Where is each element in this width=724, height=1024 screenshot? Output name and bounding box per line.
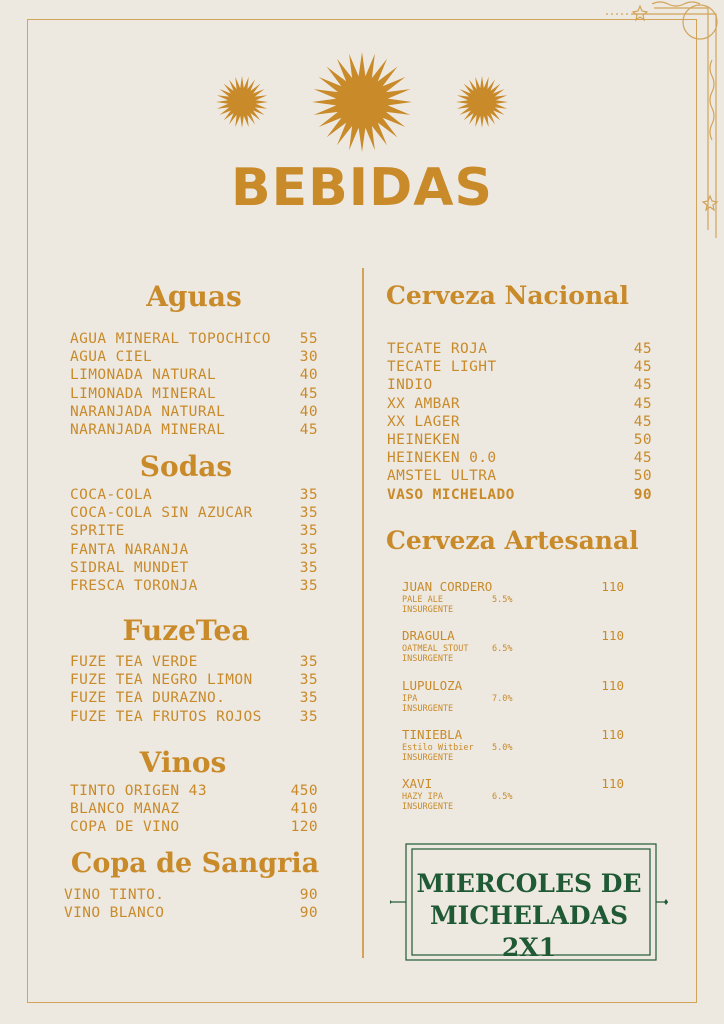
item-price: 50	[633, 468, 652, 485]
item-name: FUZE TEA NEGRO LIMON	[70, 672, 253, 689]
fuzetea-list	[70, 653, 318, 726]
item-price: 35	[299, 672, 318, 689]
beer-style: PALE ALE	[402, 595, 443, 605]
item-name: BLANCO MANAZ	[70, 801, 180, 818]
item-name: NARANJADA NATURAL	[70, 403, 226, 420]
menu-item	[70, 559, 318, 577]
item-name: COPA DE VINO	[70, 819, 180, 836]
menu-item	[70, 330, 318, 348]
menu-item	[70, 818, 318, 836]
item-name: AMSTEL ULTRA	[387, 468, 497, 485]
item-price: 45	[633, 341, 652, 357]
item-name: TECATE LIGHT	[387, 359, 497, 376]
menu-item	[387, 486, 652, 504]
item-name: INDIO	[387, 377, 433, 394]
item-name: XX AMBAR	[387, 395, 461, 412]
craft-beer-item	[402, 776, 624, 812]
item-price: 55	[299, 331, 318, 347]
menu-item	[387, 431, 652, 449]
menu-item	[70, 689, 318, 707]
menu-item	[70, 653, 318, 671]
item-price: 120	[290, 819, 318, 836]
page-title: BEBIDAS	[231, 158, 493, 218]
sangria-list	[64, 886, 318, 922]
item-price: 450	[290, 783, 318, 799]
menu-item	[387, 340, 652, 358]
menu-item	[70, 541, 318, 559]
section-heading-fuzetea: FuzeTea	[122, 614, 250, 647]
item-price: 45	[633, 450, 652, 467]
item-price: 35	[299, 690, 318, 707]
beer-abv: 5.5%	[492, 595, 513, 605]
item-price: 45	[633, 377, 652, 394]
beer-style: HAZY IPA	[402, 792, 443, 803]
menu-item	[70, 385, 318, 403]
beer-abv: 7.0%	[492, 693, 513, 704]
menu-item	[70, 577, 318, 595]
beer-style: IPA	[402, 693, 418, 704]
menu-item	[387, 376, 652, 394]
item-name: XX LAGER	[387, 413, 461, 430]
item-price: 45	[633, 413, 652, 430]
craft-beer-item	[402, 579, 624, 615]
item-price: 35	[299, 559, 318, 576]
beer-style: OATMEAL STOUT	[402, 644, 469, 655]
beer-abv: 5.0%	[492, 742, 513, 753]
item-name: FUZE TEA VERDE	[70, 654, 198, 670]
item-price: 90	[299, 905, 318, 922]
item-price: 35	[299, 523, 318, 540]
item-price: 35	[299, 578, 318, 595]
item-name: FRESCA TORONJA	[70, 578, 198, 595]
item-name: TINIEBLA	[402, 726, 463, 742]
menu-item	[70, 421, 318, 439]
item-name: VASO MICHELADO	[387, 486, 515, 503]
item-price: 35	[299, 487, 318, 503]
item-name: COCA-COLA SIN AZUCAR	[70, 505, 253, 522]
menu-item	[387, 449, 652, 467]
menu-item	[387, 413, 652, 431]
item-name: LUPULOZA	[402, 677, 463, 693]
menu-item	[64, 904, 318, 922]
item-price: 110	[601, 628, 624, 644]
item-price: 35	[299, 505, 318, 522]
item-price: 410	[290, 801, 318, 818]
item-name: TINTO ORIGEN 43	[70, 783, 207, 799]
craft-beer-item	[402, 628, 624, 664]
item-price: 90	[299, 887, 318, 903]
item-name: AGUA MINERAL TOPOCHICO	[70, 331, 271, 347]
item-price: 45	[633, 395, 652, 412]
brewery: INSURGENTE	[402, 654, 454, 665]
beer-abv: 6.5%	[492, 644, 513, 655]
item-name: COCA-COLA	[70, 487, 153, 503]
item-price: 110	[601, 677, 624, 693]
item-price: 45	[299, 385, 318, 402]
beer-abv: 6.5%	[492, 792, 513, 803]
item-price: 35	[299, 654, 318, 670]
item-price: 30	[299, 349, 318, 366]
menu-item	[70, 800, 318, 818]
item-name: LIMONADA MINERAL	[70, 385, 217, 402]
section-heading-nacional: Cerveza Nacional	[386, 281, 629, 310]
item-price: 50	[633, 432, 652, 449]
brewery: INSURGENTE	[402, 605, 454, 615]
menu-item	[70, 366, 318, 384]
vinos-list	[70, 782, 318, 837]
item-name: LIMONADA NATURAL	[70, 367, 217, 384]
column-divider	[362, 268, 364, 958]
item-name: HEINEKEN 0.0	[387, 450, 497, 467]
menu-item	[70, 708, 318, 726]
craft-beer-item	[402, 727, 624, 763]
item-name: AGUA CIEL	[70, 349, 153, 366]
item-name: JUAN CORDERO	[402, 579, 493, 594]
item-price: 40	[299, 403, 318, 420]
section-heading-vinos: Vinos	[139, 746, 227, 779]
item-name: SPRITE	[70, 523, 125, 540]
menu-item	[387, 395, 652, 413]
brewery: INSURGENTE	[402, 703, 454, 714]
item-price: 110	[601, 776, 624, 792]
craft-beer-item	[402, 678, 624, 714]
menu-item	[70, 671, 318, 689]
item-name: NARANJADA MINERAL	[70, 422, 226, 439]
sun-ornaments	[0, 48, 724, 158]
item-price: 35	[299, 708, 318, 725]
menu-item	[70, 504, 318, 522]
aguas-list	[70, 330, 318, 439]
section-heading-aguas: Aguas	[146, 280, 242, 313]
menu-item	[387, 467, 652, 485]
menu-item	[70, 486, 318, 504]
item-price: 110	[601, 579, 624, 594]
brewery: INSURGENTE	[402, 752, 454, 763]
item-name: SIDRAL MUNDET	[70, 559, 189, 576]
menu-item	[70, 403, 318, 421]
section-heading-artesanal: Cerveza Artesanal	[386, 526, 639, 555]
item-price: 40	[299, 367, 318, 384]
nacional-list	[387, 340, 652, 504]
menu-item	[64, 886, 318, 904]
item-price: 35	[299, 541, 318, 558]
menu-item	[70, 782, 318, 800]
menu-item	[70, 522, 318, 540]
item-price: 110	[601, 726, 624, 742]
item-price: 45	[633, 359, 652, 376]
item-name: VINO TINTO.	[64, 887, 165, 903]
beer-style: Estilo Witbier	[402, 742, 474, 753]
brewery: INSURGENTE	[402, 802, 454, 813]
item-price: 45	[299, 422, 318, 439]
item-name: TECATE ROJA	[387, 341, 488, 357]
item-name: VINO BLANCO	[64, 905, 165, 922]
sodas-list	[70, 486, 318, 595]
item-name: DRAGULA	[402, 628, 455, 644]
promo-line-2: MICHELADAS 2X1	[429, 901, 629, 962]
promo-line-1: MIERCOLES DE	[416, 869, 642, 898]
item-price: 90	[633, 486, 652, 503]
promo-banner	[405, 868, 653, 964]
section-heading-sodas: Sodas	[139, 450, 233, 483]
menu-item	[387, 358, 652, 376]
item-name: FANTA NARANJA	[70, 541, 189, 558]
item-name: HEINEKEN	[387, 432, 461, 449]
item-name: FUZE TEA DURAZNO.	[70, 690, 226, 707]
section-heading-sangria: Copa de Sangria	[70, 848, 320, 879]
item-name: XAVI	[402, 776, 433, 792]
item-name: FUZE TEA FRUTOS ROJOS	[70, 708, 262, 725]
menu-item	[70, 348, 318, 366]
